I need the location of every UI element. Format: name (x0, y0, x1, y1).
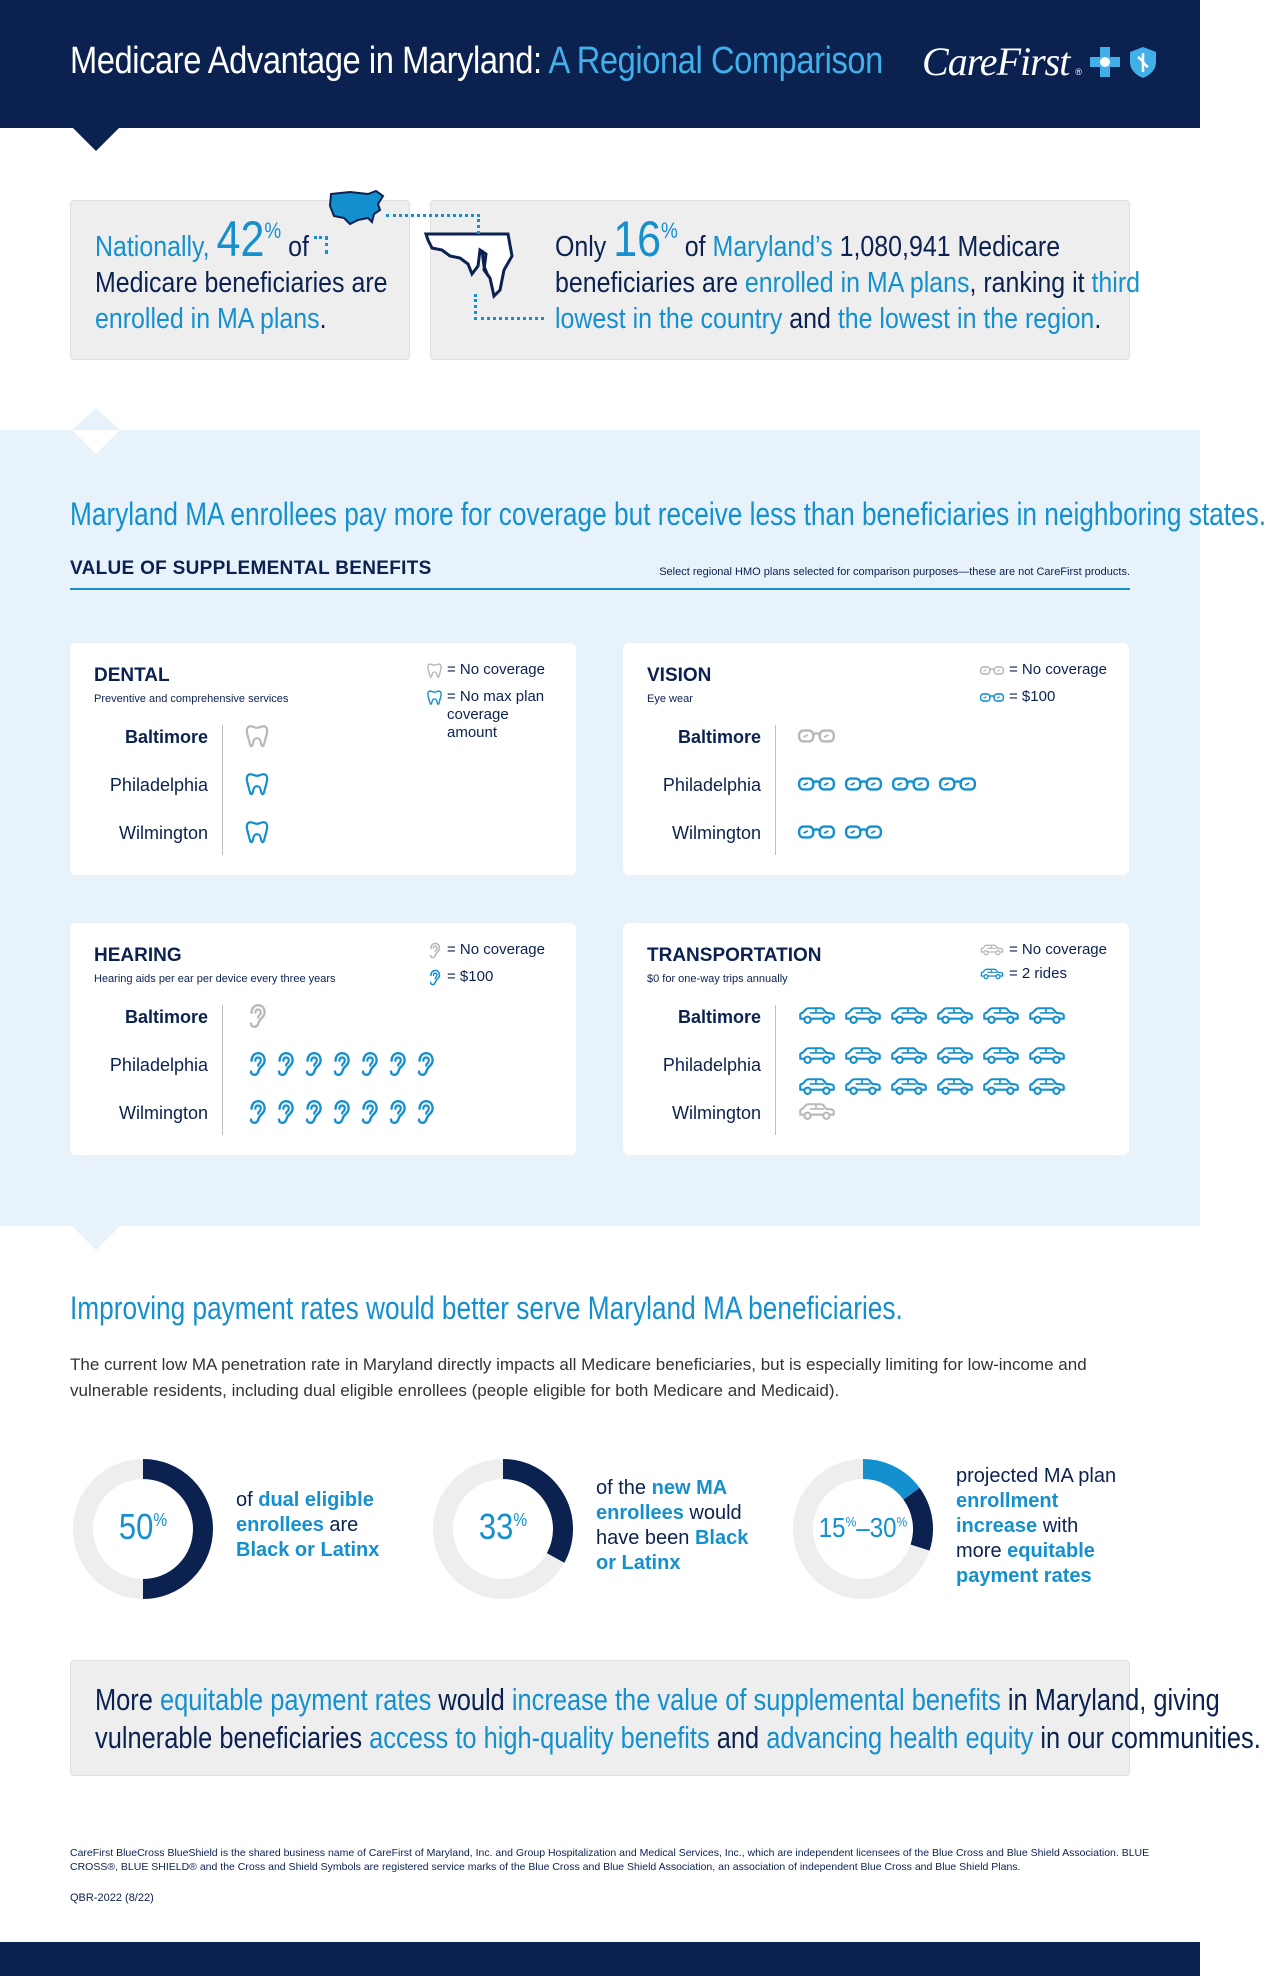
tooth-icon (244, 723, 270, 754)
maryland-map-icon (424, 230, 524, 300)
row-label-baltimore: Baltimore (124, 727, 208, 747)
legend-empty-label: = No coverage (447, 941, 545, 958)
ear-icon (272, 1051, 298, 1082)
ear-icon (412, 1099, 438, 1130)
row-label-wilmington: Wilmington (118, 823, 208, 843)
donut-block-new-enrollees (430, 1456, 770, 1602)
ear-icon (356, 1051, 382, 1082)
title-main: Medicare Advantage in Maryland: (70, 40, 549, 82)
car-icon (981, 1043, 1021, 1070)
header-notch (72, 127, 120, 151)
car-icon (843, 1043, 883, 1070)
legend-empty-label: = No coverage (1009, 661, 1107, 678)
dental-title: DENTAL (94, 665, 170, 686)
donut-value: 33% (478, 1506, 528, 1547)
car-icon (981, 1074, 1021, 1101)
payment-body: The current low MA penetration rate in Maryland directly impacts all Medicare beneficiaries, but is especially limiting for low-income and vulnerable residents, including dual eligible enrollees (people eligible for both Medicare and Medicaid). (70, 1355, 1087, 1400)
row-label-philadelphia: Philadelphia (662, 1055, 761, 1075)
blue-cross-icon (1088, 45, 1122, 79)
glasses-icon (844, 771, 883, 802)
ear-icon (356, 1099, 382, 1130)
car-icon (843, 1003, 883, 1030)
ear-icon (426, 968, 443, 991)
closing-text: More equitable payment rates would increase the value of supplemental benefits in Maryland, giving vulnerable beneficiaries access to high-quality benefits and advancing health equity in our communities. (95, 1682, 1261, 1755)
hearing-title: HEARING (94, 945, 182, 966)
donut-block-enrollment-increase (790, 1456, 1130, 1602)
vision-card (623, 643, 1129, 875)
car-icon (797, 1043, 837, 1070)
icon-row-philadelphia (244, 771, 544, 802)
car-icon (935, 1074, 975, 1101)
row-label-wilmington: Wilmington (671, 1103, 761, 1123)
icon-row-baltimore (797, 723, 1097, 754)
ear-icon (244, 1003, 270, 1034)
card-divider (222, 725, 223, 855)
car-icon (843, 1074, 883, 1101)
dotted-connector-maryland (474, 294, 544, 320)
benefits-rule (70, 588, 1130, 590)
glasses-icon (797, 819, 836, 850)
car-icon (935, 1003, 975, 1030)
icon-row-wilmington (244, 819, 544, 850)
icon-row-wilmington (797, 1099, 1097, 1126)
car-icon (1027, 1043, 1067, 1070)
ear-icon (300, 1099, 326, 1130)
hearing-card (70, 923, 576, 1155)
title-accent: A Regional Comparison (548, 40, 883, 82)
maryland-percent: 16 (613, 211, 662, 267)
ear-icon (244, 1099, 270, 1130)
row-label-philadelphia: Philadelphia (662, 775, 761, 795)
dental-subtitle: Preventive and comprehensive services (94, 693, 289, 705)
ear-icon (244, 1051, 270, 1082)
tooth-icon (426, 688, 443, 711)
row-label-baltimore: Baltimore (124, 1007, 208, 1027)
icon-row-wilmington (244, 1099, 544, 1130)
transportation-title: TRANSPORTATION (647, 945, 822, 966)
legend-empty-label: = No coverage (447, 661, 545, 678)
icon-row-baltimore (244, 723, 544, 754)
usa-map-icon (328, 188, 386, 228)
ear-icon (272, 1099, 298, 1130)
glasses-icon (797, 771, 836, 802)
hearing-subtitle: Hearing aids per ear per device every three years (94, 973, 336, 985)
legal-disclaimer: CareFirst BlueCross BlueShield is the shared business name of CareFirst of Maryland, Inc. and Group Hospitalization and Medical Services, Inc., which are independent licensees of the Blue Cross and Blue Shield Association. BLUE CROSS®, BLUE SHIELD® and the Cross and Shield Symbols are registered service marks of the Blue Cross and Blue Shield Association, an association of independent Blue Cross and Blue Shield Plans. (70, 1847, 1150, 1873)
donut-description: of dual eligible enrollees are Black or Latinx (236, 1489, 380, 1561)
donut-value: 50% (118, 1506, 168, 1547)
legend-empty-label: = No coverage (1009, 941, 1107, 958)
logo-trademark: ® (1075, 67, 1082, 77)
tooth-icon (244, 771, 270, 802)
tooth-icon (244, 819, 270, 850)
donut-description: of the new MA enrollees would have been Black or Latinx (596, 1477, 749, 1574)
dental-card (70, 643, 576, 875)
tooth-icon (426, 661, 443, 684)
carefirst-logo (922, 38, 1158, 85)
closing-box (70, 1660, 1261, 1776)
benefits-note: Select regional HMO plans selected for comparison purposes—these are not CareFirst products. (659, 566, 1130, 578)
header-banner (0, 0, 1200, 128)
car-icon (889, 1074, 929, 1101)
icon-row-philadelphia (797, 771, 1097, 802)
glasses-icon (891, 771, 930, 802)
benefits-heading: Maryland MA enrollees pay more for coverage but receive less than beneficiaries in neighboring states. (70, 496, 1266, 532)
hearing-legend (426, 941, 545, 995)
donut-arc-primary (863, 1469, 912, 1494)
glasses-icon (979, 688, 1005, 711)
vision-legend (979, 661, 1107, 715)
footer-bar (0, 1942, 1200, 1976)
ear-icon (384, 1051, 410, 1082)
row-label-baltimore: Baltimore (677, 727, 761, 747)
ear-icon (328, 1051, 354, 1082)
transportation-legend (979, 941, 1107, 989)
ear-icon (384, 1099, 410, 1130)
vision-title: VISION (647, 665, 712, 686)
national-stat-text: Nationally, 42% of Medicare beneficiaries are enrolled in MA plans. (95, 211, 388, 335)
ear-icon (328, 1099, 354, 1130)
car-icon (1027, 1003, 1067, 1030)
legend-filled-label: = $100 (1009, 688, 1056, 705)
card-divider (775, 725, 776, 855)
vision-subtitle: Eye wear (647, 693, 693, 705)
car-icon (889, 1043, 929, 1070)
page-title (70, 40, 883, 83)
car-icon (981, 1003, 1021, 1030)
legend-filled-label: = No max plan coverage amount (447, 688, 545, 741)
car-icon (889, 1003, 929, 1030)
icon-row-wilmington (797, 819, 1097, 850)
card-divider (222, 1005, 223, 1135)
row-label-philadelphia: Philadelphia (109, 1055, 208, 1075)
document-code: QBR-2022 (8/22) (70, 1892, 154, 1904)
ear-icon (426, 941, 443, 964)
ear-icon (412, 1051, 438, 1082)
maryland-stat-box (430, 200, 1141, 360)
glasses-icon (979, 661, 1005, 684)
row-label-philadelphia: Philadelphia (109, 775, 208, 795)
blue-shield-icon (1128, 45, 1158, 79)
car-icon (1027, 1074, 1067, 1101)
section-notch (72, 408, 120, 430)
benefits-section-label: VALUE OF SUPPLEMENTAL BENEFITS (70, 558, 432, 579)
legend-filled-label: = 2 rides (1009, 965, 1067, 982)
payment-heading: Improving payment rates would better serve Maryland MA beneficiaries. (70, 1290, 903, 1326)
national-percent: 42 (216, 211, 265, 267)
icon-row-baltimore (797, 1003, 1097, 1030)
car-icon (935, 1043, 975, 1070)
car-icon (979, 941, 1005, 961)
donut-value: 15%–30% (818, 1512, 908, 1543)
icon-row-philadelphia (797, 1043, 1097, 1101)
maryland-stat-text: Only 16% of Maryland’s 1,080,941 Medicare beneficiaries are enrolled in MA plans, ranking it third lowest in the country and the lowest in the region. (555, 211, 1141, 335)
glasses-icon (844, 819, 883, 850)
car-icon (979, 965, 1005, 985)
transportation-subtitle: $0 for one-way trips annually (647, 973, 788, 985)
donut-block-dual-eligible (70, 1456, 410, 1602)
legend-filled-label: = $100 (447, 968, 494, 985)
transportation-card (623, 923, 1129, 1155)
dotted-connector-map (386, 214, 480, 234)
glasses-icon (938, 771, 977, 802)
logo-text: CareFirst (922, 39, 1070, 84)
car-icon (797, 1074, 837, 1101)
section-notch-bottom (72, 1226, 120, 1250)
icon-row-baltimore (244, 1003, 544, 1034)
ear-icon (300, 1051, 326, 1082)
dotted-connector-national (314, 236, 328, 254)
car-icon (797, 1003, 837, 1030)
row-label-baltimore: Baltimore (677, 1007, 761, 1027)
icon-row-philadelphia (244, 1051, 544, 1082)
card-divider (775, 1005, 776, 1135)
glasses-icon (797, 723, 836, 754)
row-label-wilmington: Wilmington (671, 823, 761, 843)
donut-description: projected MA plan enrollment increase with more equitable payment rates (956, 1465, 1117, 1587)
car-icon (797, 1099, 837, 1126)
row-label-wilmington: Wilmington (118, 1103, 208, 1123)
